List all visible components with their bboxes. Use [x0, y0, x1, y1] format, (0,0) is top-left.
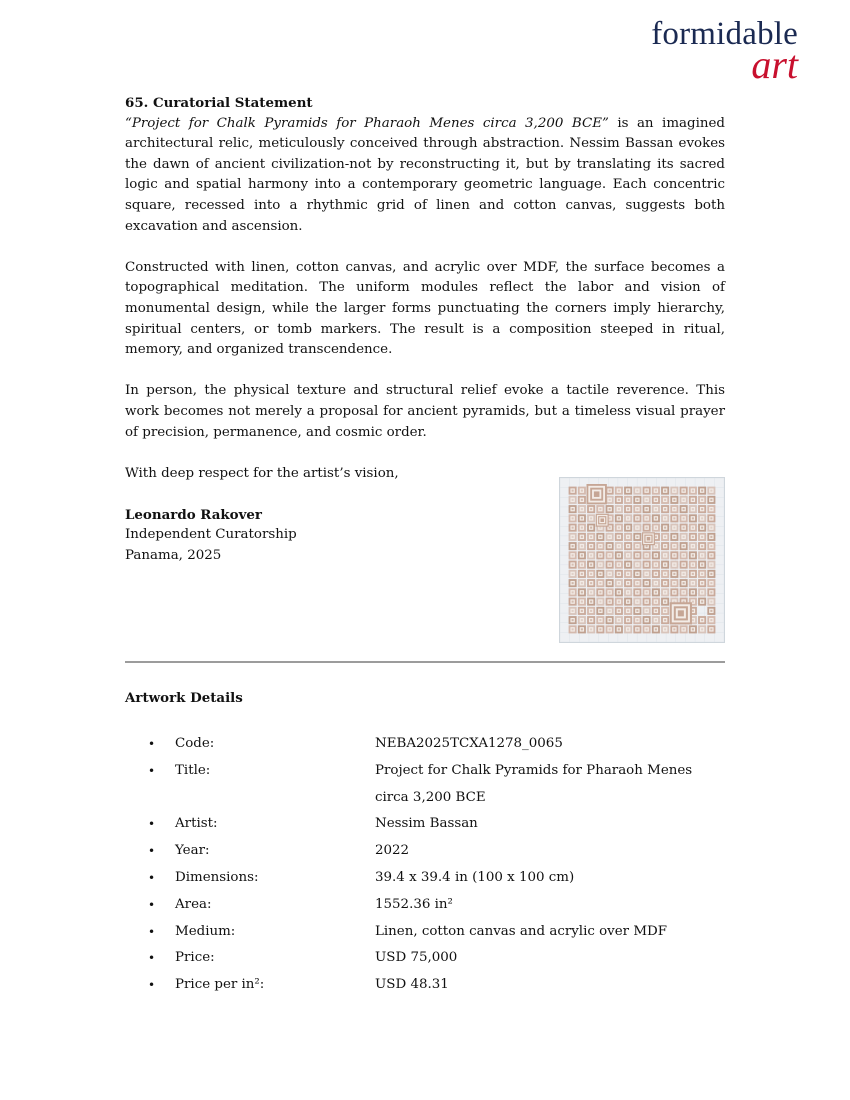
bullet-icon: •	[148, 737, 156, 751]
bullet-icon: •	[148, 870, 156, 885]
detail-label: Price per in²:	[175, 977, 265, 993]
detail-value: Project for Chalk Pyramids for Pharaoh Menes circa 3,200 BCE	[375, 762, 693, 805]
detail-value: 2022	[375, 843, 410, 859]
statement-paragraph-2: Constructed with linen, cotton canvas, and acrylic over MDF, the surface becomes a topographical meditation. The uniform modules reflect the labor and vision of monumental design, while the larger forms punctuating the corners imply hierarchy, spiritual centers, or tomb markers. The result is a composition steeped in ritual, memory, and organized transcendence.	[125, 259, 725, 358]
logo-word-formidable: formidable	[651, 16, 798, 52]
detail-row	[125, 865, 725, 892]
detail-label: Medium:	[175, 923, 236, 939]
paragraph-1-text: is an imagined architectural relic, meticulously conceived through abstraction. Nessim Bassan evokes the dawn of ancient civilization-not by reconstructing it, but by translating its sacred logic and spatial harmony into a contemporary geometric language. Each concentric square, recessed into a rhythmic grid of linen and cotton canvas, suggests both excavation and ascension.	[125, 115, 725, 234]
detail-label: Title:	[175, 762, 211, 778]
detail-row	[125, 758, 725, 812]
artwork-title-quote: “Project for Chalk Pyramids for Pharaoh Menes circa 3,200 BCE”	[125, 115, 609, 131]
statement-paragraph-1	[125, 114, 725, 238]
signer-role: Independent Curatorship	[125, 527, 297, 543]
detail-row	[125, 919, 725, 946]
artwork-image	[560, 478, 724, 642]
artwork-details-list	[125, 731, 725, 999]
detail-row	[125, 892, 725, 919]
logo-word-art: art	[751, 42, 798, 87]
statement-paragraph-3: In person, the physical texture and structural relief evoke a tactile reverence. This work becomes not merely a proposal for ancient pyramids, but a timeless visual prayer of precision, permanence, and cosmic order.	[125, 383, 725, 440]
artwork-thumbnail	[559, 477, 725, 643]
detail-label: Price:	[175, 950, 215, 966]
detail-label: Artist:	[175, 816, 218, 832]
bullet-icon: •	[148, 897, 156, 912]
detail-value: NEBA2025TCXA1278_0065	[375, 736, 563, 751]
bullet-icon: •	[148, 763, 156, 778]
detail-row	[125, 838, 725, 865]
detail-label: Code:	[175, 736, 215, 751]
detail-value: Linen, cotton canvas and acrylic over MDF	[375, 923, 668, 939]
bullet-icon: •	[148, 817, 156, 832]
signer-place: Panama, 2025	[125, 548, 222, 564]
detail-value: USD 75,000	[375, 950, 458, 966]
bullet-icon: •	[148, 951, 156, 966]
detail-label: Area:	[175, 896, 212, 912]
detail-value: USD 48.31	[375, 977, 449, 993]
detail-label: Dimensions:	[175, 869, 259, 885]
signer-name: Leonardo Rakover	[125, 506, 262, 523]
detail-row	[125, 972, 725, 999]
detail-row	[125, 945, 725, 972]
section-divider	[125, 661, 725, 663]
closing-line: With deep respect for the artist’s vision,	[125, 465, 399, 481]
statement-heading: 65. Curatorial Statement	[125, 95, 313, 111]
detail-row	[125, 811, 725, 838]
detail-row	[125, 731, 725, 758]
bullet-icon: •	[148, 844, 156, 859]
bullet-icon: •	[148, 978, 156, 993]
bullet-icon: •	[148, 924, 156, 939]
detail-label: Year:	[175, 843, 210, 859]
brand-logo	[651, 18, 798, 85]
details-heading: Artwork Details	[125, 690, 243, 706]
detail-value: Nessim Bassan	[375, 816, 478, 832]
detail-value: 1552.36 in²	[375, 896, 453, 912]
detail-value: 39.4 x 39.4 in (100 x 100 cm)	[375, 869, 575, 885]
